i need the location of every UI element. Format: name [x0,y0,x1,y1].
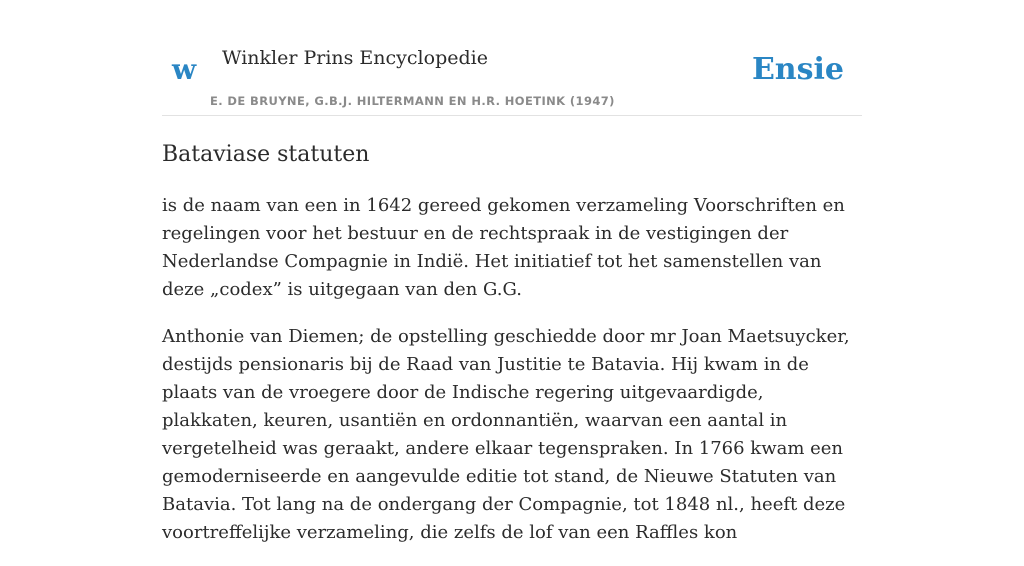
publication-authors: E. DE BRUYNE, G.B.J. HILTERMANN EN H.R. HOETINK (1947) [210,94,615,108]
winkler-prins-logo-icon[interactable]: w [172,53,197,86]
publication-title[interactable]: Winkler Prins Encyclopedie [222,47,488,69]
article-paragraph: is de naam van een in 1642 gereed gekomen verzameling Voorschriften en regelingen voor het bestuur en de rechtspraak in de vestigingen der Nederlandse Compagnie in Indië. Het initiatief tot het samenstellen van deze „codex” is uitgegaan van den G.G. [162,195,845,300]
article-body [162,192,862,566]
article-title: Bataviase statuten [162,142,370,167]
article-paragraph: Anthonie van Diemen; de opstelling geschiedde door mr Joan Maetsuycker, destijds pensionaris bij de Raad van Justitie te Batavia. Hij kwam in de plaats van de vroegere door de Indische regering uitgevaardigde, plakkaten, keuren, usantiën en ordonnantiën, waarvan een aantal in vergetelheid was geraakt, andere elkaar tegenspraken. In 1766 kwam een gemoderniseerde en aangevulde editie tot stand, de Nieuwe Statuten van Batavia. Tot lang na de ondergang der Compagnie, tot 1848 nl., heeft deze voortreffelijke verzameling, die zelfs de lof van een Raffles kon [162,326,850,543]
ensie-brand-logo[interactable]: Ensie [751,52,844,87]
header-divider [162,115,862,116]
